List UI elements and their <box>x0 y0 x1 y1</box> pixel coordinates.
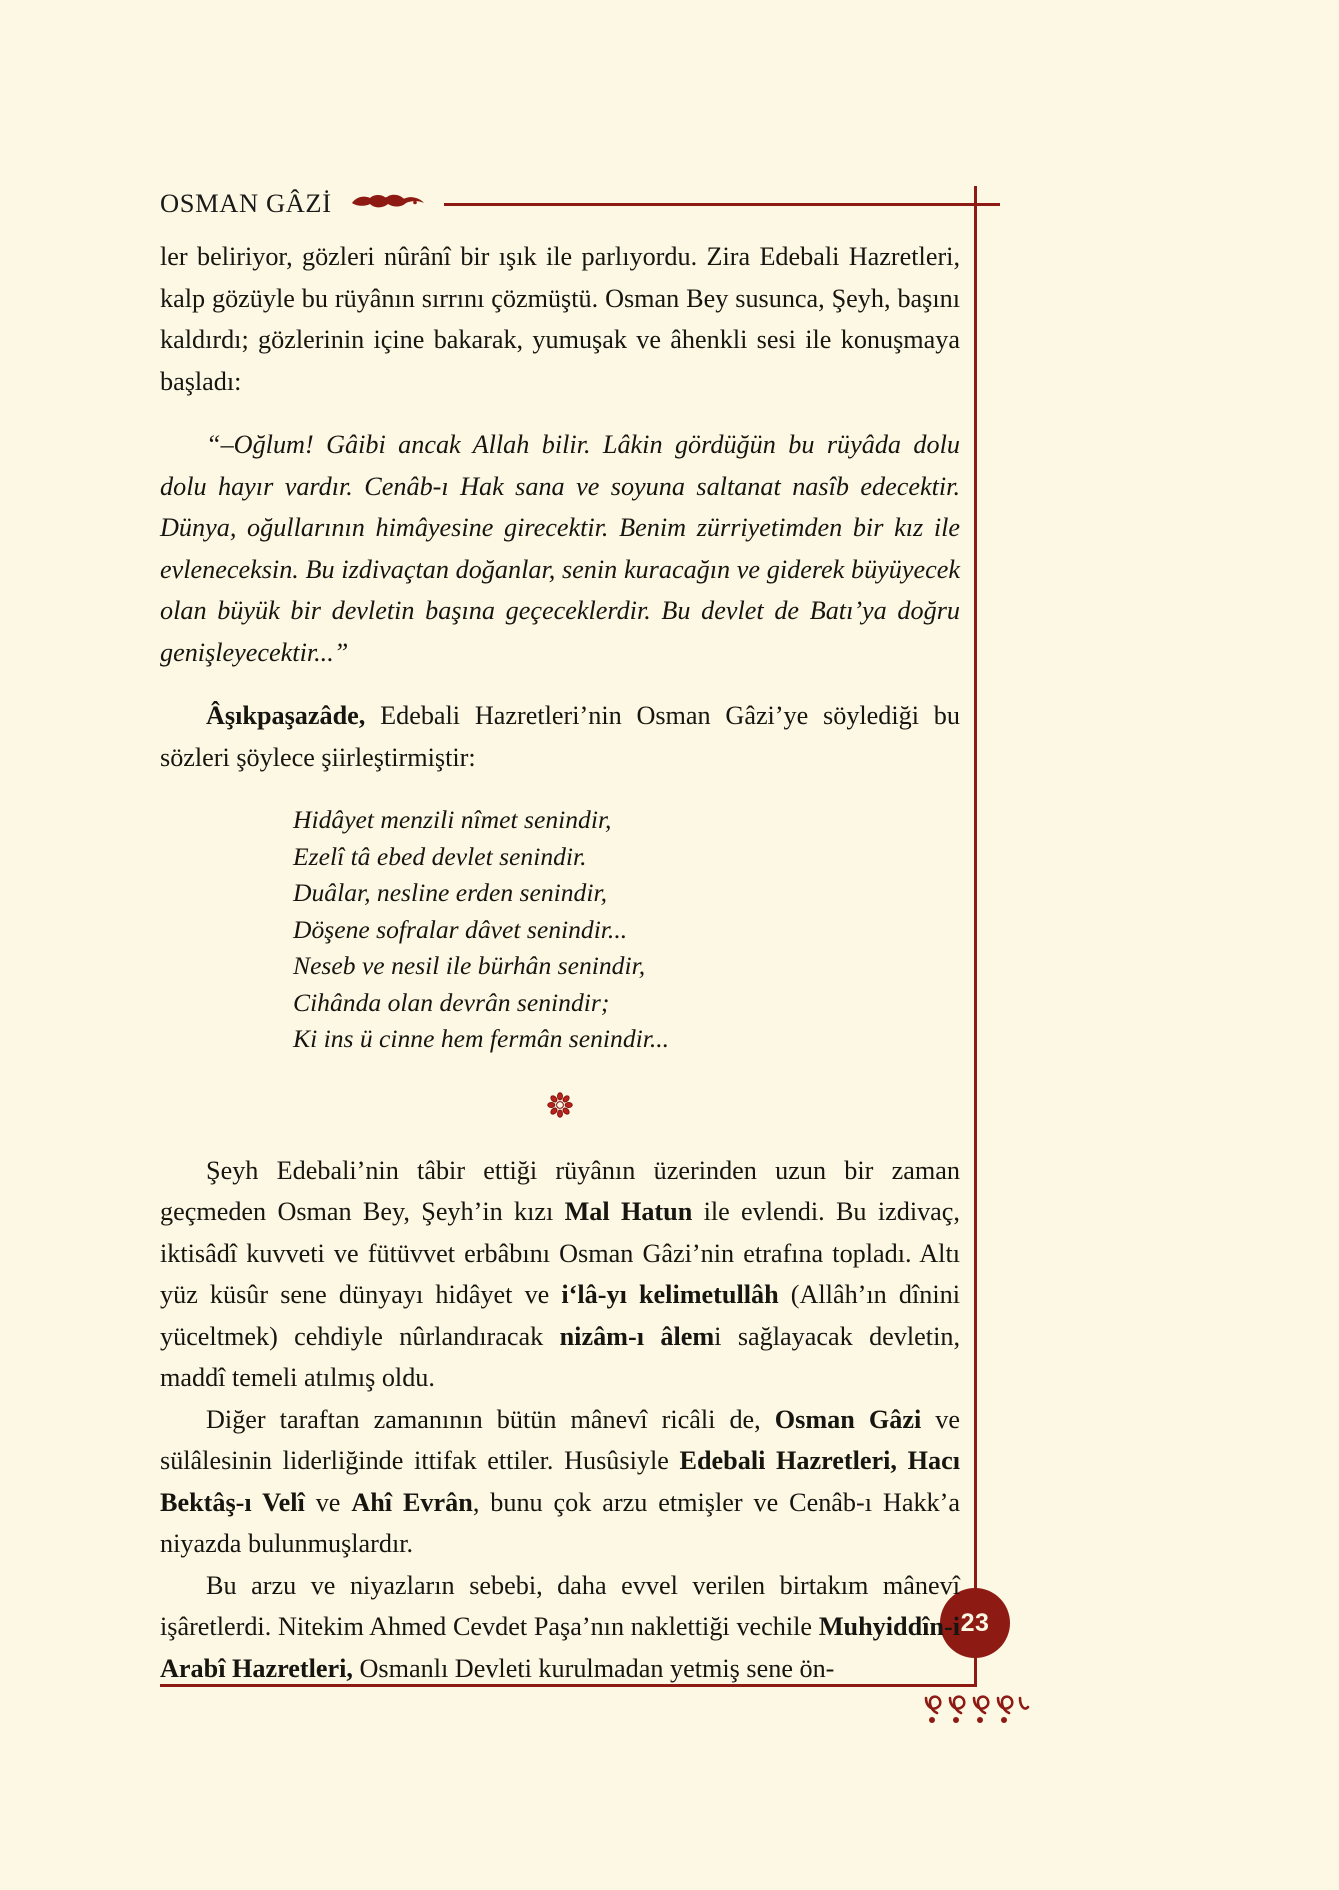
page-body <box>160 236 960 1689</box>
poem-line: Neseb ve nesil ile bürhân senindir, <box>293 951 646 980</box>
paragraph-4-bold-1: Osman Gâzi <box>774 1404 922 1434</box>
paragraph-4-bold-3: Ahî Evrân <box>351 1487 473 1517</box>
paragraph-3-part-2: ile evlendi. Bu izdivaç, iktisâdî kuvveti ve fütüvvet erbâbını Osman Gâzi’nin etrafına topladı. Altı yüz küsûr sene dünyayı hidâyet ve <box>160 1197 960 1309</box>
poem-line: Ezelî tâ ebed devlet senindir. <box>293 841 587 871</box>
paragraph-5-part-2: Osmanlı Devleti kurulmadan yetmiş sene ön- <box>352 1653 835 1683</box>
paragraph-4-bold-2: Edebali Hazretleri, Hacı Bektâş-ı Velî <box>160 1446 960 1517</box>
poem-line: Ki ins ü cinne hem fermân senindir... <box>293 1024 670 1053</box>
paragraph-3-part-3: (Allâh’ın dînini yüceltmek) cehdiyle nûrlandıracak <box>160 1280 960 1351</box>
paragraph-3-bold-2: i‘lâ-yı kelimetullâh <box>561 1280 779 1309</box>
paragraph-5 <box>160 1565 960 1690</box>
poem-line: Cihânda olan devrân senindir; <box>293 987 610 1017</box>
paragraph-4-part-2: ve sülâlesinin liderliğinde ittifak ettiler. Husûsiyle <box>160 1404 960 1475</box>
section-divider <box>160 1088 960 1128</box>
poem-block <box>160 802 960 1058</box>
divider-spacer <box>160 1128 960 1150</box>
paragraph-4-part-3: ve <box>304 1487 352 1517</box>
page-title: OSMAN GÂZİ <box>160 187 332 218</box>
paragraph-3-bold-3: nizâm-ı âlem <box>559 1321 715 1351</box>
paragraph-3-part-4: i sağlayacak devletin, maddî temeli atılmış oldu. <box>160 1321 960 1392</box>
poem-line: Döşene sofralar dâvet senindir... <box>293 914 628 944</box>
frame-right-border <box>974 186 977 1686</box>
poem-line: Duâlar, nesline erden senindir, <box>293 878 607 907</box>
paragraph-3-bold-1: Mal Hatun <box>564 1197 693 1226</box>
paragraph-1: ler beliriyor, gözleri nûrânî bir ışık ile parlıyordu. Zira Edebali Hazretleri, kalp gözüyle bu rüyânın sırrını çözmüştü. Osman Bey susunca, Şeyh, başını kaldırdı; gözlerinin içine bakarak, yumuşak ve âhenkli sesi ile konuşmaya başladı: <box>160 242 960 396</box>
header-rule <box>444 203 1000 206</box>
page-number-label: 23 <box>960 1608 990 1637</box>
paragraph-3-part-1: Şeyh Edebali’nin tâbir ettiği rüyânın üzerinden uzun bir zaman geçmeden Osman Bey, Şeyh’in kızı <box>160 1155 960 1226</box>
paragraph-4-part-4: , bunu çok arzu etmişler ve Cenâb-ı Hakk’a niyazda bulunmuşlardır. <box>160 1487 960 1558</box>
rosette-ornament <box>547 1092 573 1123</box>
floral-rule-ornament <box>350 192 426 217</box>
paragraph-3 <box>160 1150 960 1399</box>
page-header <box>160 183 1000 223</box>
paragraph-5-bold-1: Muhyiddîn-i Arabî Hazretleri, <box>160 1612 960 1683</box>
quote-block-1: “–Oğlum! Gâibi ancak Allah bilir. Lâkin gördüğün bu rüyâda dolu dolu hayır vardır. Cenâb-ı Hak sana ve soyuna saltanat nasîb edecektir. Dünya, oğullarının himâyesine girecektir. Benim zürriyetimden bir kız ile evleneceksin. Bu izdivaçtan doğanlar, senin kuracağın ve giderek büyüyecek olan büyük bir devletin başına geçeceklerdir. Bu devlet de Batı’ya doğru genişleyecektir...” <box>160 430 960 667</box>
paragraph-5-part-1: Bu arzu ve niyazların sebebi, daha evvel verilen birtakım mânevî işâretlerdi. Nitekim Ahmed Cevdet Paşa’nın naklettiği vechile <box>160 1570 960 1641</box>
corner-flourish-ornament <box>920 1690 1030 1736</box>
paragraph-2-bold-lead: Âşıkpaşazâde, <box>206 701 366 730</box>
paragraph-2 <box>160 695 960 778</box>
paragraph-4 <box>160 1399 960 1565</box>
paragraph-4-part-1: Diğer taraftan zamanının bütün mânevî ricâli de, <box>206 1404 775 1434</box>
poem-line: Hidâyet menzili nîmet senindir, <box>293 805 612 834</box>
paragraph-2-rest: Edebali Hazretleri’nin Osman Gâzi’ye söylediği bu sözleri şöylece şiirleştirmiştir: <box>160 701 960 772</box>
